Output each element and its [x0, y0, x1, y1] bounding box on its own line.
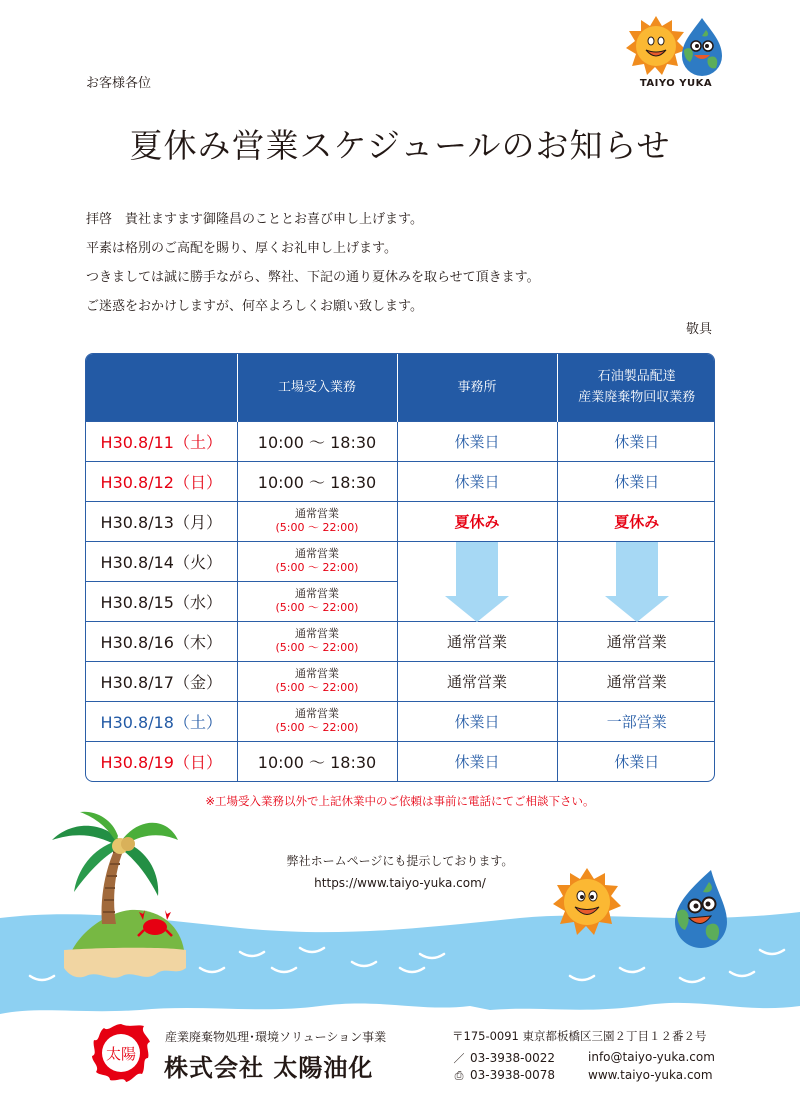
date-cell: H30.8/18（土）	[86, 701, 237, 741]
factory-cell: 通常営業 (5:00 ～ 22:00)	[237, 621, 397, 661]
delivery-cell: 休業日	[557, 741, 715, 781]
office-cell: 休業日	[397, 741, 557, 781]
drop-mascot-icon	[682, 18, 722, 76]
island-icon	[52, 812, 186, 978]
delivery-cell: 通常営業	[557, 661, 715, 701]
table-row	[86, 461, 715, 501]
greeting-text	[86, 205, 540, 321]
company-logo-icon	[90, 1022, 152, 1084]
office-cell: 夏休み	[397, 501, 557, 541]
date-cell: H30.8/14（火）	[86, 541, 237, 581]
factory-cell: 通常営業 (5:00 ～ 22:00)	[237, 581, 397, 621]
factory-cell: 10:00 ～ 18:30	[237, 741, 397, 781]
table-row	[86, 741, 715, 781]
greeting-line: 拝啓 貴社ますます御隆昌のこととお喜び申し上げます。	[86, 212, 423, 227]
website-link[interactable]: www.taiyo-yuka.com	[588, 1068, 713, 1082]
delivery-cell: 夏休み	[557, 501, 715, 541]
phone-number: ／ 03-3938-0022	[453, 1051, 556, 1065]
table-row	[86, 581, 715, 621]
office-cell: 休業日	[397, 701, 557, 741]
delivery-cell	[557, 581, 715, 621]
website-notice	[0, 850, 800, 894]
greeting-line: ご迷惑をおかけしますが、何卒よろしくお願い致します。	[86, 299, 423, 314]
factory-cell: 通常営業 (5:00 ～ 22:00)	[237, 661, 397, 701]
header-office: 事務所	[397, 354, 557, 421]
addressee: お客様各位	[86, 76, 152, 91]
greeting-line: 平素は格別のご高配を賜り、厚くお礼申し上げます。	[86, 241, 397, 256]
table-row	[86, 701, 715, 741]
schedule-note: ※工場受入業務以外で上記休業中のご依頼は事前に電話にてご相談下さい。	[205, 794, 595, 808]
office-cell: 休業日	[397, 421, 557, 461]
company-address: 〒175-0091 東京都板橋区三園２丁目１２番２号	[452, 1029, 707, 1043]
website-notice-text: 弊社ホームページにも提示しております。	[286, 854, 514, 868]
factory-cell: 10:00 ～ 18:30	[237, 421, 397, 461]
delivery-cell: 一部営業	[557, 701, 715, 741]
page-title: 夏休み営業スケジュールのお知らせ	[129, 126, 671, 165]
date-cell: H30.8/17（金）	[86, 661, 237, 701]
date-cell: H30.8/11（土）	[86, 421, 237, 461]
date-cell: H30.8/13（月）	[86, 501, 237, 541]
table-row	[86, 421, 715, 461]
table-header-row	[86, 354, 715, 421]
header-factory: 工場受入業務	[237, 354, 397, 421]
svg-text:太陽: 太陽	[105, 1045, 137, 1063]
header-date	[86, 354, 237, 421]
sun-mascot-icon	[616, 14, 736, 78]
date-cell: H30.8/19（日）	[86, 741, 237, 781]
header-delivery: 石油製品配達 産業廃棄物回収業務	[557, 354, 715, 421]
office-cell	[397, 581, 557, 621]
delivery-cell	[557, 541, 715, 581]
date-cell: H30.8/16（木）	[86, 621, 237, 661]
fax-icon: ⎙	[454, 1069, 464, 1082]
office-cell: 休業日	[397, 461, 557, 501]
factory-cell: 通常営業 (5:00 ～ 22:00)	[237, 501, 397, 541]
schedule-table	[85, 353, 715, 782]
table-row	[86, 501, 715, 541]
email-link[interactable]: info@taiyo-yuka.com	[588, 1050, 715, 1064]
delivery-cell: 休業日	[557, 461, 715, 501]
delivery-cell: 休業日	[557, 421, 715, 461]
date-cell: H30.8/12（日）	[86, 461, 237, 501]
closing-remark: 敬具	[685, 322, 712, 337]
factory-cell: 通常営業 (5:00 ～ 22:00)	[237, 541, 397, 581]
table-row	[86, 661, 715, 701]
factory-cell: 通常営業 (5:00 ～ 22:00)	[237, 701, 397, 741]
beach-illustration	[0, 800, 800, 1020]
table-row	[86, 541, 715, 581]
greeting-line: つきましては誠に勝手ながら、弊社、下記の通り夏休みを取らせて頂きます。	[86, 270, 540, 285]
brand-logo	[616, 14, 736, 94]
company-name: 株式会社 太陽油化	[164, 1054, 374, 1082]
table-row	[86, 621, 715, 661]
brand-caption: TAIYO YUKA	[639, 78, 713, 89]
factory-cell: 10:00 ～ 18:30	[237, 461, 397, 501]
company-tagline: 産業廃棄物処理･環境ソリューション事業	[165, 1030, 387, 1044]
delivery-cell: 通常営業	[557, 621, 715, 661]
fax-number: ⎙ 03-3938-0078	[452, 1068, 555, 1083]
company-footer	[0, 1010, 800, 1104]
date-cell: H30.8/15（水）	[86, 581, 237, 621]
phone-icon: ／	[453, 1052, 465, 1065]
office-cell	[397, 541, 557, 581]
website-url-link[interactable]: https://www.taiyo-yuka.com/	[314, 876, 486, 890]
office-cell: 通常営業	[397, 621, 557, 661]
office-cell: 通常営業	[397, 661, 557, 701]
